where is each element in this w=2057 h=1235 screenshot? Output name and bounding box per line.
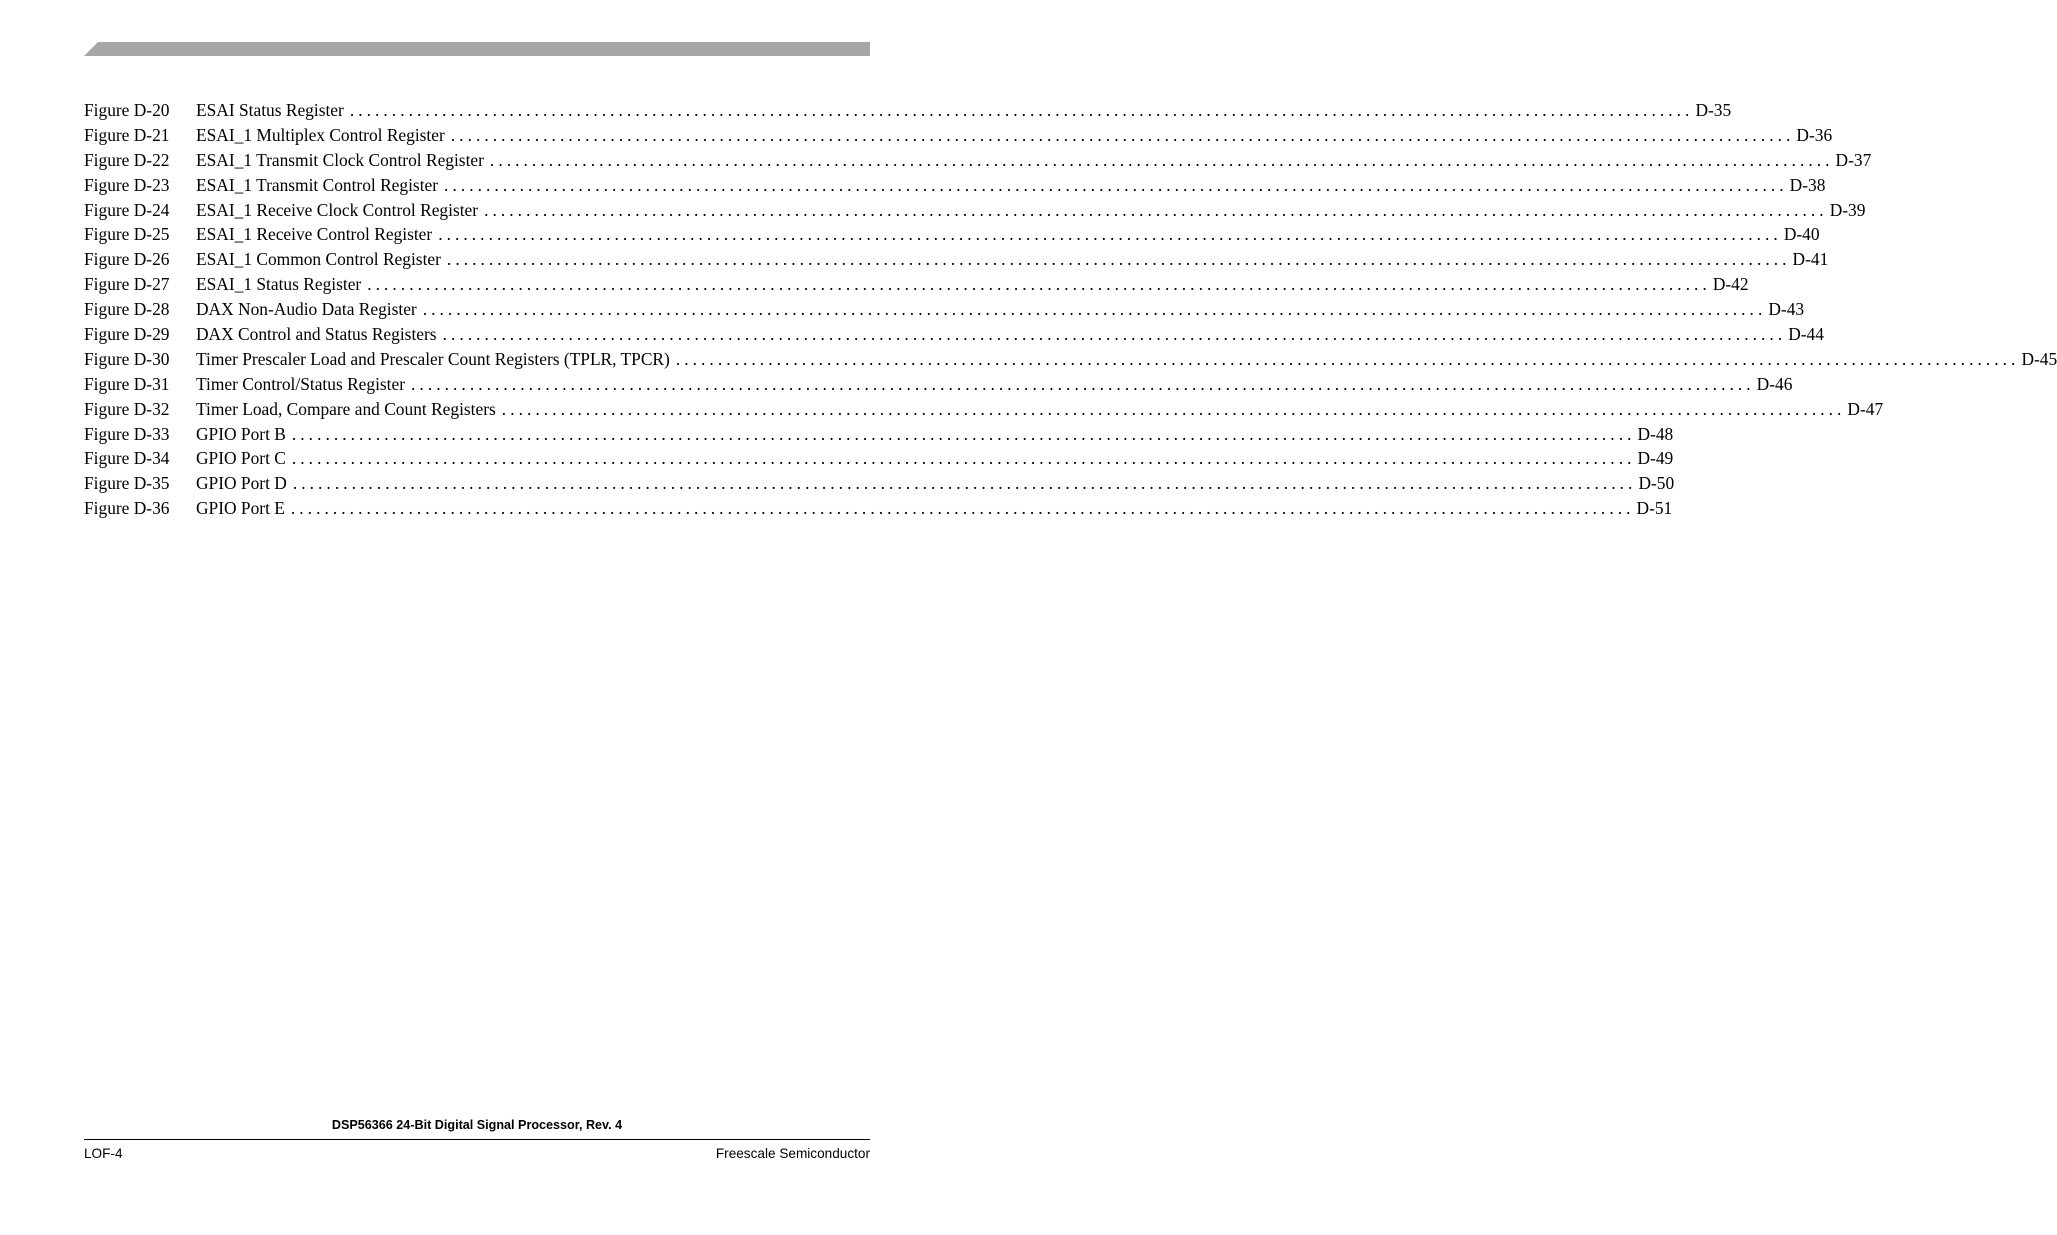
- figure-page-number[interactable]: D-39: [1829, 199, 1866, 220]
- list-item[interactable]: [84, 496, 1673, 521]
- figure-title[interactable]: DAX Non-Audio Data Register: [196, 299, 417, 320]
- figure-page-number[interactable]: D-47: [1847, 398, 1884, 419]
- list-item[interactable]: [84, 198, 1866, 223]
- dot-leader: ................................................................................................................................................................: [349, 100, 1694, 120]
- figure-title[interactable]: ESAI_1 Receive Clock Control Register: [196, 199, 479, 220]
- footer-company: Freescale Semiconductor: [715, 1146, 870, 1161]
- list-item[interactable]: [84, 446, 1674, 471]
- dot-leader: ................................................................................................................................................................: [484, 199, 1828, 220]
- list-item[interactable]: [84, 347, 2057, 372]
- dot-leader: ................................................................................................................................................................: [675, 348, 2020, 369]
- figure-title[interactable]: ESAI_1 Receive Control Register: [196, 224, 433, 245]
- figure-title[interactable]: GPIO Port B: [196, 423, 286, 444]
- figure-page-number[interactable]: D-43: [1768, 299, 1805, 320]
- figure-title[interactable]: DAX Control and Status Registers: [196, 324, 437, 345]
- list-item[interactable]: [84, 397, 1884, 422]
- dot-leader: ................................................................................................................................................................: [450, 124, 1795, 145]
- list-item[interactable]: [84, 471, 1675, 496]
- dot-leader: ................................................................................................................................................................: [411, 373, 1755, 394]
- figure-title[interactable]: ESAI_1 Transmit Control Register: [196, 174, 439, 195]
- dot-leader: ................................................................................................................................................................: [291, 423, 1636, 444]
- figure-page-number[interactable]: D-40: [1783, 224, 1820, 245]
- list-item[interactable]: [84, 272, 1749, 297]
- list-item[interactable]: [84, 173, 1826, 198]
- dot-leader: ................................................................................................................................................................: [422, 299, 1767, 320]
- list-item[interactable]: [84, 123, 1833, 148]
- dot-leader: ................................................................................................................................................................: [489, 149, 1834, 170]
- figure-label: Figure D-20: [84, 100, 170, 120]
- list-item[interactable]: [84, 148, 1872, 173]
- figure-title[interactable]: Timer Prescaler Load and Prescaler Count Registers (TPLR, TPCR): [196, 348, 670, 369]
- figure-title[interactable]: Timer Control/Status Register: [196, 373, 406, 394]
- figure-label: Figure D-33: [84, 423, 170, 444]
- list-item[interactable]: [84, 322, 1824, 347]
- figure-title[interactable]: GPIO Port C: [196, 448, 286, 469]
- footer-document-title: DSP56366 24-Bit Digital Signal Processor, Rev. 4: [331, 1118, 623, 1132]
- figure-page-number[interactable]: D-45: [2021, 348, 2057, 369]
- figure-label: Figure D-22: [84, 149, 170, 170]
- figure-page-number[interactable]: D-44: [1788, 324, 1824, 345]
- dot-leader: ................................................................................................................................................................: [292, 473, 1637, 494]
- list-item[interactable]: [84, 422, 1674, 447]
- figure-label: Figure D-21: [84, 124, 170, 145]
- dot-leader: ................................................................................................................................................................: [291, 448, 1636, 469]
- dot-leader: ................................................................................................................................................................: [446, 249, 1791, 270]
- figure-page-number[interactable]: D-35: [1695, 100, 1732, 120]
- figure-title[interactable]: ESAI_1 Transmit Clock Control Register: [196, 149, 484, 170]
- dot-leader: ................................................................................................................................................................: [444, 174, 1788, 195]
- figure-label: Figure D-28: [84, 299, 170, 320]
- dot-leader: ................................................................................................................................................................: [290, 498, 1635, 519]
- list-item[interactable]: [84, 222, 1820, 247]
- footer-page-number: LOF-4: [84, 1146, 123, 1161]
- header-bar-shape: [84, 42, 870, 56]
- figure-page-number[interactable]: D-41: [1792, 249, 1829, 270]
- figure-page-number[interactable]: D-51: [1636, 498, 1673, 519]
- list-of-figures: [84, 98, 2057, 521]
- figure-label: Figure D-34: [84, 448, 170, 469]
- figure-page-number[interactable]: D-49: [1637, 448, 1674, 469]
- figure-page-number[interactable]: D-37: [1835, 149, 1872, 170]
- figure-label: Figure D-23: [84, 174, 170, 195]
- list-item[interactable]: [84, 297, 1805, 322]
- figure-page-number[interactable]: D-50: [1638, 473, 1675, 494]
- figure-title[interactable]: ESAI_1 Multiplex Control Register: [196, 124, 445, 145]
- figure-label: Figure D-29: [84, 324, 170, 345]
- list-item[interactable]: [84, 247, 1829, 272]
- figure-label: Figure D-31: [84, 373, 170, 394]
- figure-title[interactable]: Timer Load, Compare and Count Registers: [196, 398, 496, 419]
- figure-label: Figure D-36: [84, 498, 170, 519]
- dot-leader: ................................................................................................................................................................: [501, 398, 1846, 419]
- dot-leader: ................................................................................................................................................................: [367, 274, 1711, 295]
- list-item[interactable]: [84, 372, 1793, 397]
- figure-page-number[interactable]: D-48: [1637, 423, 1674, 444]
- header-bar: [84, 42, 870, 56]
- figure-page-number[interactable]: D-36: [1796, 124, 1833, 145]
- figure-title[interactable]: ESAI Status Register: [196, 100, 344, 120]
- footer-divider: [84, 1139, 870, 1140]
- figure-page-number[interactable]: D-38: [1789, 174, 1826, 195]
- figure-label: Figure D-26: [84, 249, 170, 270]
- dot-leader: ................................................................................................................................................................: [438, 224, 1782, 245]
- figure-label: Figure D-24: [84, 199, 170, 220]
- figure-label: Figure D-27: [84, 274, 170, 295]
- list-item[interactable]: [84, 98, 1732, 123]
- figure-label: Figure D-30: [84, 348, 170, 369]
- figure-page-number[interactable]: D-42: [1712, 274, 1749, 295]
- figure-title[interactable]: ESAI_1 Common Control Register: [196, 249, 441, 270]
- figure-title[interactable]: GPIO Port E: [196, 498, 285, 519]
- figure-title[interactable]: ESAI_1 Status Register: [196, 274, 362, 295]
- figure-title[interactable]: GPIO Port D: [196, 473, 287, 494]
- figure-label: Figure D-32: [84, 398, 170, 419]
- figure-label: Figure D-25: [84, 224, 170, 245]
- dot-leader: ................................................................................................................................................................: [442, 324, 1787, 345]
- figure-label: Figure D-35: [84, 473, 170, 494]
- figure-page-number[interactable]: D-46: [1756, 373, 1793, 394]
